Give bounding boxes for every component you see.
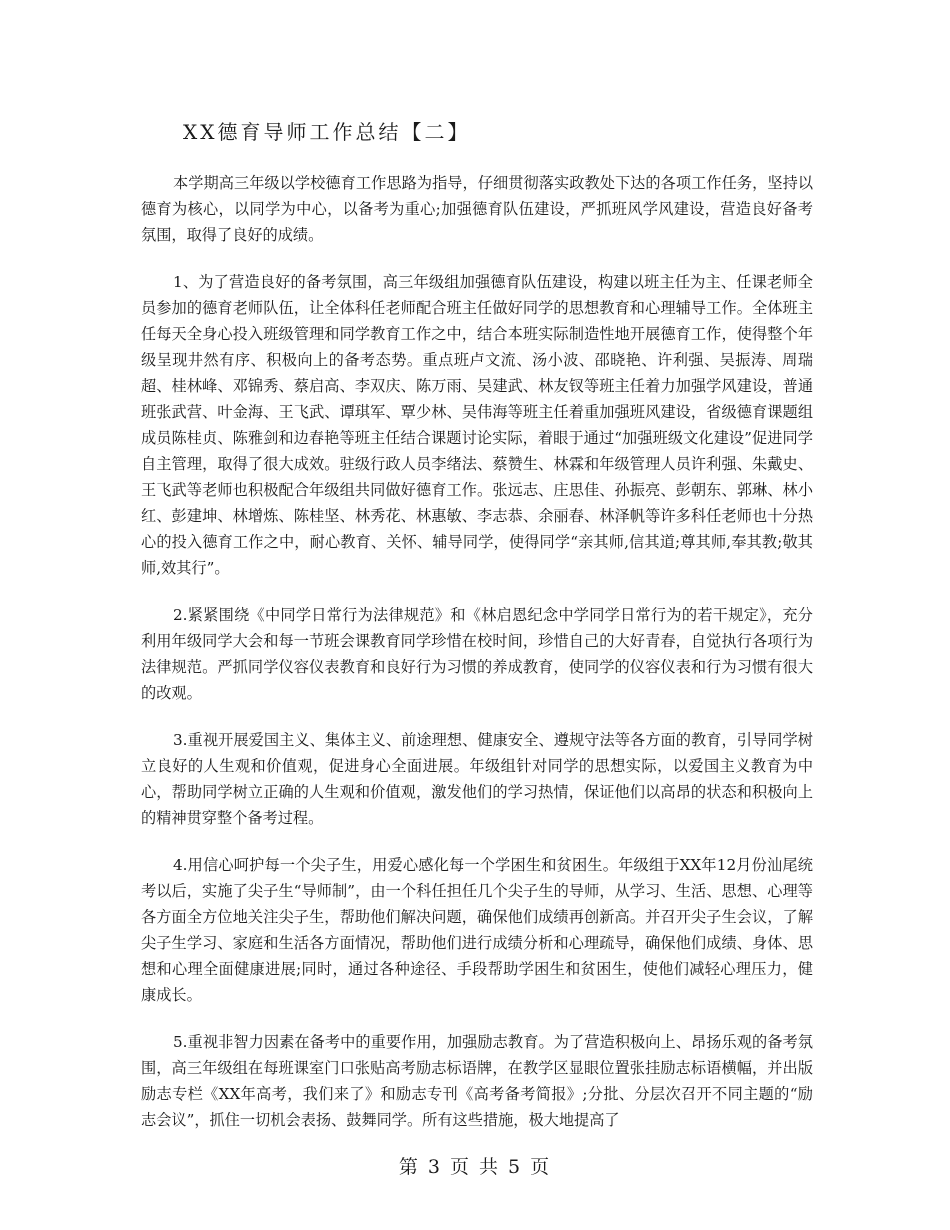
paragraph-2: 2.紧紧围绕《中同学日常行为法律规范》和《林启恩纪念中学同学日常行为的若干规定》，充分利用年级同学大会和每一节班会课教育同学珍惜在校时间，珍惜自己的大好青春，自觉执行各项行为法律规范。严抓同学仪容仪表教育和良好行为习惯的养成教育，使同学的仪容仪表和行为习惯有很大的改观。 bbox=[141, 606, 813, 702]
page-number-footer: 第 3 页 共 5 页 bbox=[398, 1156, 552, 1178]
paragraph-4: 4.用信心呵护每一个尖子生，用爱心感化每一个学困生和贫困生。年级组于XX年12月份汕尾统考以后，实施了尖子生“导师制”，由一个科任担任几个尖子生的导师，从学习、生活、思想、心理等各方面全方位地关注尖子生，帮助他们解决问题，确保他们成绩再创新高。并召开尖子生会议，了解尖子生学习、家庭和生活各方面情况，帮助他们进行成绩分析和心理疏导，确保他们成绩、身体、思想和心理全面健康进展;同时，通过各种途径、手段帮助学困生和贫困生，使他们减轻心理压力，健康成长。 bbox=[141, 856, 813, 1004]
paragraph-1: 1、为了营造良好的备考氛围，高三年级组加强德育队伍建设，构建以班主任为主、任课老师全员参加的德育老师队伍，让全体科任老师配合班主任做好同学的思想教育和心理辅导工作。全体班主任每天全身心投入班级管理和同学教育工作之中，结合本班实际制造性地开展德育工作，使得整个年级呈现井然有序、积极向上的备考态势。重点班卢文流、汤小波、邵晓艳、许利强、吴振涛、周瑞超、桂林峰、邓锦秀、蔡启高、李双庆、陈万雨、吴建武、林友钗等班主任着力加强学风建设，普通班张武营、叶金海、王飞武、谭琪军、覃少林、吴伟海等班主任着重加强班风建设，省级德育课题组成员陈桂贞、陈雅剑和边春艳等班主任结合课题讨论实际，着眼于通过“加强班级文化建设”促进同学自主管理，取得了很大成效。驻级行政人员李绪法、蔡赞生、林霖和年级管理人员许利强、朱戴史、王飞武等老师也积极配合年级组共同做好德育工作。张远志、庄思佳、孙振亮、彭朝东、郭琳、林小红、彭建坤、林增炼、陈桂坚、林秀花、林惠敏、李志恭、余丽春、林泽帆等许多科任老师也十分热心的投入德育工作之中，耐心教育、关怀、辅导同学，使得同学“亲其师,信其道;尊其师,奉其教;敬其师,效其行”。 bbox=[141, 273, 813, 577]
paragraph-3: 3.重视开展爱国主义、集体主义、前途理想、健康安全、遵规守法等各方面的教育，引导同学树立良好的人生观和价值观，促进身心全面进展。年级组针对同学的思想实际，以爱国主义教育为中心，帮助同学树立正确的人生观和价值观，激发他们的学习热情，保证他们以高昂的状态和积极向上的精神贯穿整个备考过程。 bbox=[141, 731, 813, 827]
document-title: XX德育导师工作总结【二】 bbox=[183, 120, 471, 144]
document-body bbox=[141, 170, 813, 1154]
paragraph-5: 5.重视非智力因素在备考中的重要作用，加强励志教育。为了营造积极向上、昂扬乐观的备考氛围，高三年级组在每班课室门口张贴高考励志标语牌，在教学区显眼位置张挂励志标语横幅，并出版励志专栏《XX年高考，我们来了》和励志专刊《高考备考简报》;分批、分层次召开不同主题的“励志会议”，抓住一切机会表扬、鼓舞同学。所有这些措施，极大地提高了 bbox=[141, 1033, 813, 1129]
paragraph-intro: 本学期高三年级以学校德育工作思路为指导，仔细贯彻落实政教处下达的各项工作任务，坚持以德育为核心，以同学为中心，以备考为重心;加强德育队伍建设，严抓班风学风建设，营造良好备考氛围，取得了良好的成绩。 bbox=[141, 174, 813, 244]
